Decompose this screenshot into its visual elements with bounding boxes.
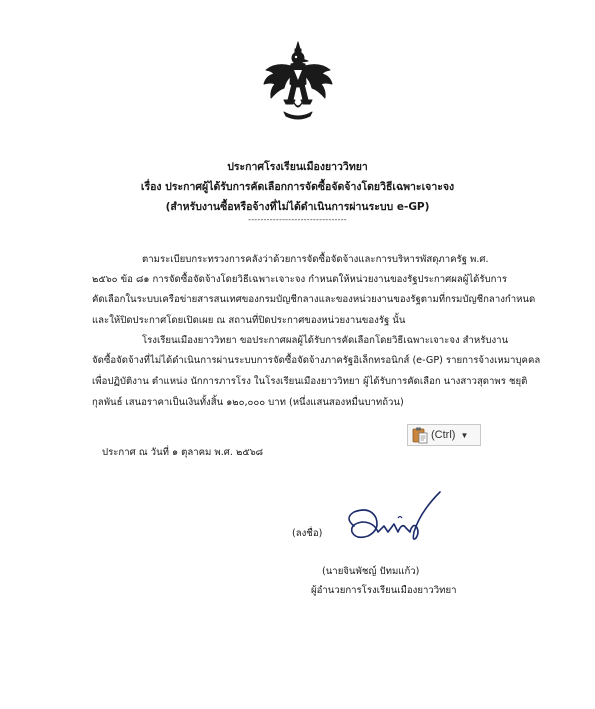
clipboard-icon — [411, 426, 429, 444]
header-separator: -------------------------------- — [248, 215, 347, 224]
document-subtitle: (สำหรับงานซื้อหรือจ้างที่ไม่ได้ดำเนินการผ่านระบบ e-GP) — [165, 201, 430, 213]
chevron-down-icon: ▼ — [460, 430, 469, 440]
paste-options-button[interactable] — [407, 424, 481, 446]
signatory-name: (นายจินพัชญ์ ปัทมแก้ว) — [322, 566, 420, 577]
paragraph-2-line-2: จัดซื้อจัดจ้างที่ไม่ได้ดำเนินการผ่านระบบการจัดซื้อจัดจ้างภาครัฐอิเล็กทรอนิกส์ (e-GP) รายการจ้างเหมาบุคคล — [92, 355, 541, 366]
garuda-emblem-icon — [262, 40, 334, 122]
signature-image — [340, 488, 452, 554]
paragraph-1-line-1: ตามระเบียบกระทรวงการคลังว่าด้วยการจัดซื้อจัดจ้างและการบริหารพัสดุภาครัฐ พ.ศ. — [142, 254, 489, 265]
paste-options-label: (Ctrl) — [431, 429, 456, 441]
paragraph-1-line-4: และให้ปิดประกาศโดยเปิดเผย ณ สถานที่ปิดประกาศของหน่วยงานของรัฐ นั้น — [92, 315, 406, 326]
document-title: ประกาศโรงเรียนเมืองยาววิทยา — [227, 161, 368, 173]
paragraph-2-line-4: กุลพันธ์ เสนอราคาเป็นเงินทั้งสิ้น ๑๒๐,๐๐๐ บาท (หนึ่งแสนสองหมื่นบาทถ้วน) — [92, 397, 404, 408]
signatory-position: ผู้อำนวยการโรงเรียนเมืองยาววิทยา — [311, 585, 457, 596]
sign-label: (ลงชื่อ) — [292, 528, 323, 539]
paragraph-1-line-2: ๒๕๖๐ ข้อ ๘๑ การจัดซื้อจัดจ้างโดยวิธีเฉพาะเจาะจง กำหนดให้หน่วยงานของรัฐประกาศผลผู้ได้รับการ — [92, 274, 507, 285]
document-subject: เรื่อง ประกาศผู้ได้รับการคัดเลือกการจัดซื้อจัดจ้างโดยวิธีเฉพาะเจาะจง — [140, 181, 455, 193]
paragraph-1-line-3: คัดเลือกในระบบเครือข่ายสารสนเทศของกรมบัญชีกลางและของหน่วยงานของรัฐตามที่กรมบัญชีกลางกำหนด — [92, 294, 536, 305]
paragraph-2-line-1: โรงเรียนเมืองยาววิทยา ขอประกาศผลผู้ได้รับการคัดเลือกโดยวิธีเฉพาะเจาะจง สำหรับงาน — [142, 335, 509, 346]
announcement-date: ประกาศ ณ วันที่ ๑ ตุลาคม พ.ศ. ๒๕๖๘ — [102, 447, 264, 458]
paragraph-2-line-3: เพื่อปฏิบัติงาน ตำแหน่ง นักการภารโรง ในโรงเรียนเมืองยาววิทยา ผู้ได้รับการคัดเลือก นางสาวสุดาพร ชยุติ — [92, 376, 528, 387]
